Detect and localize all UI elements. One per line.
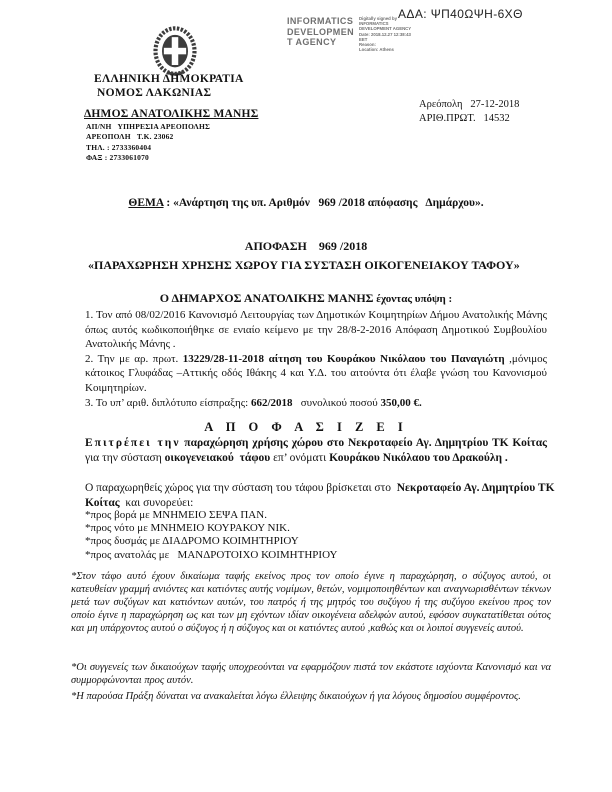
considerations-list [85, 308, 550, 410]
boundary-north: *προς βορά με ΜΝΗΜΕΙΟ ΣΕΨΑ ΠΑΝ. [85, 509, 267, 521]
boundary-east: *προς ανατολάς με ΜΑΝΔΡΟΤΟΙΧΟ ΚΟΙΜΗΤΗΡΙΟΥ [85, 548, 338, 561]
municipality-title: ΔΗΜΟΣ ΑΝΑΤΟΛΙΚΗΣ ΜΑΝΗΣ [84, 108, 259, 120]
decision-title: «ΠΑΡΑΧΩΡΗΣΗ ΧΡΗΣΗΣ ΧΩΡΟΥ ΓΙΑ ΣΥΣΤΑΣΗ ΟΙΚΟΓΕΝΕΙΑΚΟΥ ΤΑΦΟΥ» [88, 258, 520, 272]
office-address: ΑΡΕΟΠΟΛΗ Τ.Κ. 23062 [86, 132, 174, 142]
digital-signature-stamp [287, 16, 454, 52]
stamp-signature-details: Digitally signed by INFORMATICS DEVELOPMENT AGENCY Date: 2018.12.27 12:38:43 EET Reason: Location: Athens [359, 16, 412, 53]
prefecture-title: ΝΟΜΟΣ ΛΑΚΩΝΙΑΣ [97, 87, 212, 99]
boundary-south: *προς νότο με ΜΝΗΜΕΙΟ ΚΟΥΡΑΚΟΥ ΝΙΚ. [85, 522, 290, 535]
stamp-agency-name: INFORMATICS DEVELOPMEN T AGENCY [287, 16, 355, 47]
republic-title: ΕΛΛΗΝΙΚΗ ΔΗΜΟΚΡΑΤΙΑ [94, 73, 244, 85]
consideration-item-2: 2. Την με αρ. πρωτ. 13229/28-11-2018 αίτηση του Κουράκου Νικόλαου του Παναγιώτη ,μόνιμος κάτοικος Γλυφάδας –Αττικής οδός Ιθάκης 4 και Υ.Δ. του αιτούντα ότι έλαβε γνώση του Κανονισμού Κοιμητηρίων. [85, 352, 550, 394]
office-phone: ΤΗΛ. : 2733360404 [86, 142, 152, 152]
office-fax: ΦΑΞ : 2733061070 [86, 152, 150, 162]
protocol-number: ΑΡΙΘ.ΠΡΩΤ. 14532 [419, 113, 510, 124]
mayor-considering-line: Ο ΔΗΜΑΡΧΟΣ ΑΝΑΤΟΛΙΚΗΣ ΜΑΝΗΣ έχοντας υπόψη : [159, 291, 453, 305]
ada-code: ΑΔΑ: ΨΠ40ΩΨΗ-6ΧΘ [398, 7, 523, 21]
office-name: ΑΠ/ΝΗ ΥΠΗΡΕΣΙΑ ΑΡΕΟΠΟΛΗΣ [86, 122, 211, 131]
note-relatives-obligation: *Οι συγγενείς των δικαιούχων ταφής υποχρεούνται να εφαρμόζουν πιστά τον εκάστοτε ισχύοντα Κανονισμό και να συμμορφώνονται προς αυτόν. [71, 662, 551, 686]
place-and-date: Αρεόπολη 27-12-2018 [419, 99, 520, 110]
note-revocation: *Η παρούσα Πράξη δύναται να ανακαλείται λόγω έλλειψης δικαιούχων ή για λόγους δημοσίου συμφέροντος. [71, 691, 521, 702]
boundary-west: *προς δυσμάς με ΔΙΑΔΡΟΜΟ ΚΟΙΜΗΤΗΡΙΟΥ [85, 535, 299, 548]
decision-heading: ΑΠΟΦΑΣΗ 969 /2018 [244, 239, 368, 253]
note-burial-rights: *Στον τάφο αυτό έχουν δικαίωμα ταφής εκείνος προς τον οποίο έγινε η παραχώρηση, ο σύζυγος αυτού, οι κατευθείαν γραμμή ανιόντες και κατιόντες αυτής νομίμων, θετών, νομιμοποιηθέντων και αναγνωρισθέντων τέκνων μετά των συζύγων και κατιόντων αυτών, του πατρός ή της μητρός του συζύγου ή της συζύγου εκείνου προς τον οποίο έγινε η παραχώρηση ως και των μη εχόντων ιδίαν οικογένεια αδελφών αυτού, εφόσον συγκατατίθεται ούτος και μη υπάρχοντος αυτού ο σύζυγος ή η σύζυγος και οι κατιόντες αυτού ,καθώς και οι λοιποί συγγενείς αυτού. [71, 571, 551, 634]
office-contact-block [86, 122, 210, 163]
boundaries-list [85, 509, 337, 562]
consideration-item-3: 3. Το υπ’ αριθ. διπλότυπο είσπραξης: 662/2018 συνολικού ποσού 350,00 €. [85, 396, 422, 409]
subject-line: ΘΕΜΑ : «Ανάρτηση της υπ. Αριθμόν 969 /2018 απόφασης Δημάρχου». [128, 197, 484, 209]
location-paragraph: Ο παραχωρηθείς χώρος για την σύσταση του τάφου βρίσκεται στο Νεκροταφείο Αγ. Δημητρίου ΤΚ Κοίτας και συνορεύει: [85, 482, 561, 509]
consideration-item-1: 1. Τον από 08/02/2016 Κανονισμό Λειτουργίας των Δημοτικών Κοιμητηρίων Δήμου Ανατολικής Μάνης όπως αυτός κωδικοποιήθηκε σε ενιαίο κείμενο με την 28/8-2-2016 Απόφαση Δημοτικού Συμβουλίου Ανατολικής Μάνης . [85, 309, 550, 351]
permit-paragraph: Επιτρέπει την παραχώρηση χρήσης χώρου στο Νεκροταφείο Αγ. Δημητρίου ΤΚ Κοίτας για την σύσταση οικογενειακού τάφου επ’ ονόματι Κουράκου Νικόλαου του Δρακούλη . [85, 437, 550, 465]
decides-heading: Α Π Ο Φ Α Σ Ι Ζ Ε Ι [204, 420, 408, 434]
